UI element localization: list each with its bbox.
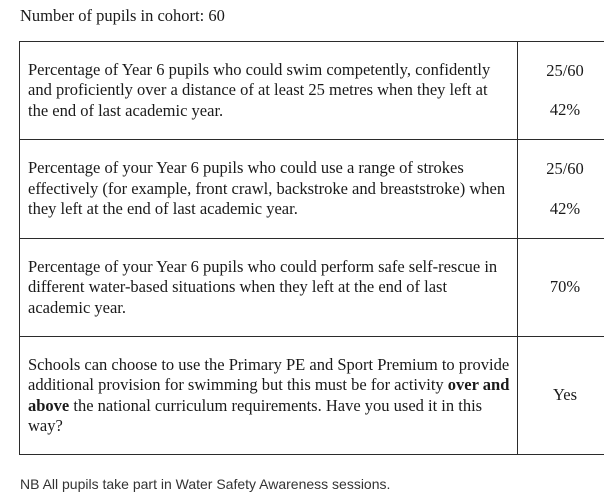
answer-cell <box>518 239 604 337</box>
question-text: Percentage of your Year 6 pupils who could use a range of strokes effectively (for example, front crawl, backstroke and breaststroke) when they left at the end of last academic year. <box>28 158 506 219</box>
question-cell <box>20 140 518 239</box>
question-text: Percentage of your Year 6 pupils who could perform safe self-rescue in different water-based situations when they left at the end of last academic year. <box>28 256 498 317</box>
table-row <box>20 337 604 455</box>
question-cell <box>20 337 518 455</box>
question-cell <box>20 42 518 140</box>
swimming-table <box>19 41 604 455</box>
answer-cell <box>518 337 604 455</box>
table-row <box>20 140 604 239</box>
footnote: NB All pupils take part in Water Safety Awareness sessions. <box>20 476 391 492</box>
answer-fraction: 25/60 <box>546 60 584 80</box>
table-row <box>20 239 604 337</box>
answer-percent: 70% <box>549 277 581 297</box>
table-row <box>20 42 604 140</box>
question-text-end: the national curriculum requirements. Have you used it in this way? <box>28 395 483 435</box>
answer-yes: Yes <box>552 385 577 405</box>
cohort-count: Number of pupils in cohort: 60 <box>20 6 225 25</box>
question-text: Percentage of Year 6 pupils who could swim competently, confidently and proficiently over a distance of at least 25 metres when they left at the end of last academic year. <box>28 59 491 120</box>
answer-fraction: 25/60 <box>546 159 584 178</box>
question-text-bold: over and above <box>28 375 510 415</box>
answer-percent: 42% <box>549 100 581 119</box>
answer-cell <box>518 140 604 239</box>
answer-percent: 42% <box>549 198 581 218</box>
answer-cell <box>518 42 604 140</box>
question-cell <box>20 239 518 337</box>
question-text-start: Schools can choose to use the Primary PE and Sport Premium to provide additional provision for swimming but this must be for activity <box>28 354 510 394</box>
